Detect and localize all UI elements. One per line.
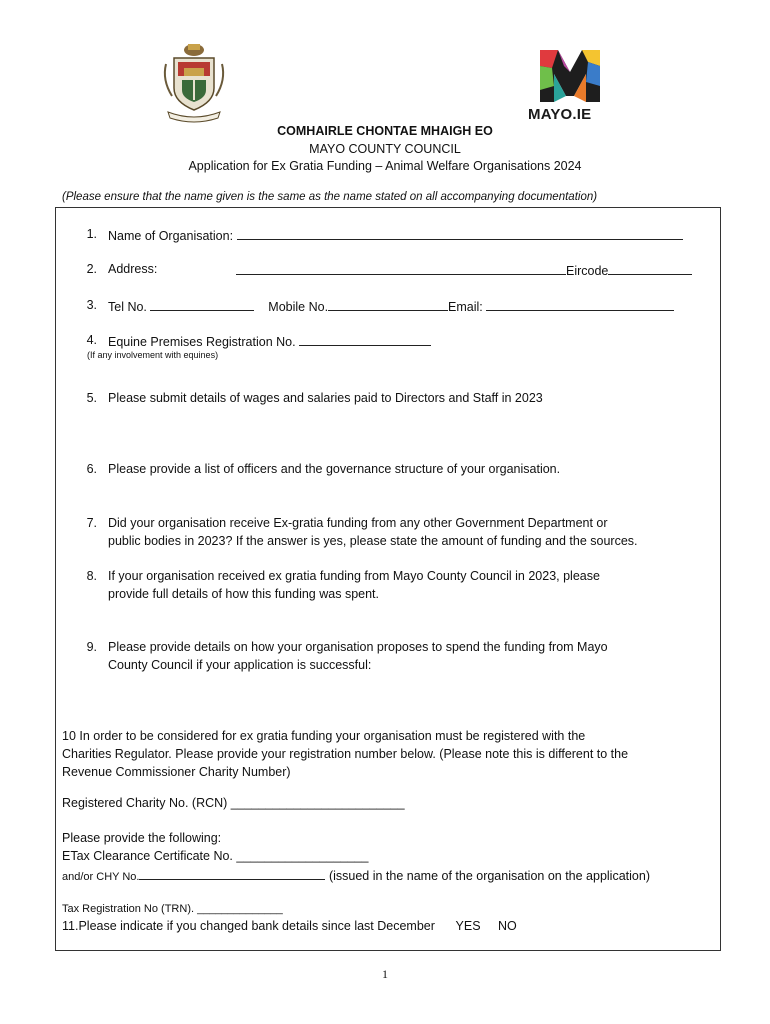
q11-text: 11.Please indicate if you changed bank details since last December [62,919,435,933]
q8-number: 8. [86,569,97,583]
yes-option[interactable]: YES [455,919,481,933]
equine-registration-field[interactable] [299,333,431,346]
address-row [236,262,692,278]
page-number: 1 [382,967,388,981]
q3-number: 3. [86,298,97,312]
q9-number: 9. [86,640,97,654]
tel-label: Tel No. [108,300,147,314]
q7-line1: Did your organisation receive Ex-gratia funding from any other Government Department or [108,516,608,530]
q9-line2: County Council if your application is successful: [108,658,372,672]
q4-number: 4. [86,333,97,347]
q1-label: Name of Organisation: [108,229,234,243]
q5-number: 5. [86,391,97,405]
instruction-note: (Please ensure that the name given is the same as the name stated on all accompanying documentation) [62,191,598,203]
q10-line1: 10 In order to be considered for ex gratia funding your organisation must be registered with the [62,729,586,743]
eircode-field[interactable] [608,262,692,275]
chy-suffix: (issued in the name of the organisation on the application) [328,869,650,883]
provide-following-label: Please provide the following: [62,831,222,845]
q2-row [108,262,157,276]
q1-number: 1. [86,227,97,241]
irish-council-name: COMHAIRLE CHONTAE MHAIGH EO [277,124,493,138]
q8-line2: provide full details of how this funding was spent. [108,587,379,601]
q5-text: Please submit details of wages and salaries paid to Directors and Staff in 2023 [108,391,543,405]
q11-row [62,919,517,933]
q4-label: Equine Premises Registration No. [108,335,296,349]
organisation-name-field[interactable] [237,227,683,240]
q3-row [108,298,674,314]
eircode-label: Eircode [566,264,609,278]
tel-field[interactable] [150,298,254,311]
etax-field[interactable]: ETax Clearance Certificate No. ___________________ [62,849,369,863]
mobile-label: Mobile No. [268,300,329,314]
q2-number: 2. [86,262,97,276]
q7-line2: public bodies in 2023? If the answer is yes, please state the amount of funding and the sources. [108,534,638,548]
q8-line1: If your organisation received ex gratia funding from Mayo County Council in 2023, please [108,569,600,583]
chy-field[interactable] [139,867,325,880]
rcn-field[interactable]: Registered Charity No. (RCN) _________________________ [62,796,405,810]
chy-row [62,867,650,883]
form-title: Application for Ex Gratia Funding – Animal Welfare Organisations 2024 [188,159,582,173]
q1-row [108,227,683,243]
mayo-ie-text: MAYO.IE [528,106,592,123]
q6-text: Please provide a list of officers and the governance structure of your organisation. [108,462,561,476]
q10-line2: Charities Regulator. Please provide your registration number below. (Please note this is different to the [62,747,629,761]
q4-row [108,333,431,349]
council-crest-logo [160,40,228,124]
q4-sub-note: (If any involvement with equines) [87,350,219,360]
council-name: MAYO COUNTY COUNCIL [309,142,461,156]
address-field[interactable] [236,262,566,275]
trn-field[interactable]: Tax Registration No (TRN). ______________ [62,903,283,915]
chy-label: and/or CHY No. [62,871,140,883]
no-option[interactable]: NO [497,919,517,933]
q7-number: 7. [86,516,97,530]
q2-label: Address: [108,262,158,276]
email-field[interactable] [486,298,674,311]
q6-number: 6. [86,462,97,476]
q10-line3: Revenue Commissioner Charity Number) [62,765,291,779]
mobile-field[interactable] [328,298,448,311]
email-label: Email: [448,300,483,314]
q9-line1: Please provide details on how your organisation proposes to spend the funding from Mayo [108,640,608,654]
